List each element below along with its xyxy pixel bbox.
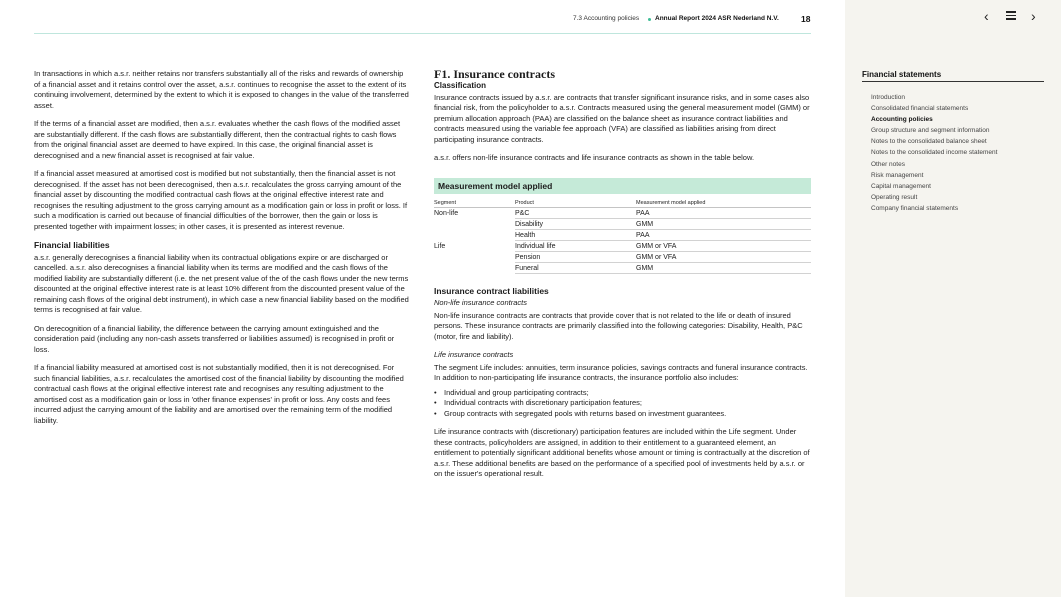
cell-model: GMM or VFA — [636, 241, 811, 252]
page-header — [0, 0, 845, 34]
chevron-left-icon[interactable]: ‹ — [984, 8, 989, 24]
cell-product: Disability — [515, 219, 636, 230]
cell-model: GMM or VFA — [636, 252, 811, 263]
report-title: Annual Report 2024 ASR Nederland N.V. — [655, 15, 779, 22]
sidebar-item-accounting-policies[interactable]: Accounting policies — [871, 116, 933, 124]
menu-icon[interactable] — [1006, 11, 1016, 19]
cell-product: Health — [515, 230, 636, 241]
column-header-segment: Segment — [434, 199, 457, 206]
column-header-product: Product — [515, 199, 534, 206]
paragraph-life: The segment Life includes: annuities, term insurance policies, savings contracts and funeral insurance contracts. In addition to non-participating life insurance contracts, the insurance portfolio also includes: — [434, 362, 808, 382]
paragraph-derecognise-liability: a.s.r. generally derecognises a financial liability when its contractual obligations expire or are discharged or cancelled. a.s.r. also derecognises a financial liability when its terms are modified and the cash flows of the modified liability are substantially different (i.e. the net present value of the of the cash flows under the new terms discounted at the original effective interest rate is at least 10% different from the discounted present value of the remaining cash flows of the original debt instrument), in which case a new financial liability based on the modified terms is recognised at fair value. — [34, 252, 409, 314]
paragraph-amortised-cost-liability: If a financial liability measured at amortised cost is not substantially modified, then it is not derecognised. For such financial liabilities, a.s.r. recalculates the amortised cost of the financial liability by discounting the modified contractual cash flows at the original effective interest rate and recognises any resulting adjustment to the amortised cost as a modification gain or loss in 'other finance expenses' in profit or loss. Any costs and fees incurred adjust the carrying amount of the liability and are amortised over the remaining term of the modified liability. — [34, 363, 404, 425]
paragraph-offers: a.s.r. offers non-life insurance contracts and life insurance contracts as shown in the table below. — [434, 153, 755, 162]
cell-product: P&C — [515, 208, 636, 219]
heading-insurance-contract-liabilities: Insurance contract liabilities — [434, 285, 549, 296]
sidebar-item-other-notes[interactable]: Other notes — [871, 160, 905, 168]
cell-segment — [434, 263, 515, 274]
cell-model: PAA — [636, 230, 811, 241]
table-header-row — [434, 198, 811, 208]
cell-product: Funeral — [515, 263, 636, 274]
table-row — [434, 208, 811, 219]
cell-model: GMM — [636, 263, 811, 274]
cell-product: Pension — [515, 252, 636, 263]
paragraph-participation-features: Life insurance contracts with (discretionary) participation features are included within the Life segment. Under these contracts, policyholders are assigned, in addition to their entitlement to a guaranteed element, an entitlement to potentially significant additional benefits whose amount or timing is contractually at the discretion of a.s.r. These additional benefits are based on the performance of a specified pool of investments held by a.s.r. or on the issuer's operational result. — [434, 427, 810, 478]
sidebar-item-consolidated-financial-statements[interactable]: Consolidated financial statements — [871, 105, 969, 113]
measurement-model-table — [434, 178, 811, 274]
list-item: • Individual contracts with discretionary participation features; — [434, 398, 812, 409]
table-row — [434, 241, 811, 252]
page-number: 18 — [801, 14, 811, 24]
cell-model: GMM — [636, 219, 811, 230]
sidebar-item-introduction[interactable]: Introduction — [871, 94, 905, 101]
sidebar-item-risk-management[interactable]: Risk management — [871, 171, 924, 179]
paragraph-amortised-cost-asset: If a financial asset measured at amortised cost is modified but not substantially, then the financial asset is not derecognised. If the asset has not been derecognised, then a.s.r. recalculates the gross carrying amount of the financial asset by discounting the modified contractual cash flows at the original effective interest rate and recognises the resulting adjustment to the gross carrying amount as a modification gain or loss in profit or loss. If such a modification is carried out because of financial difficulties of the borrower, then the gain or loss is presented together with impairment losses; in other cases, it is presented as interest revenue. — [34, 169, 408, 231]
paragraph-non-life: Non-life insurance contracts are contracts that provide cover that is not related to the life or death of insured persons. These insurance contracts are primarily classified into the following categories: Disability, Health, P&C (motor, fire and liability). — [434, 310, 803, 341]
heading-non-life-contracts: Non-life insurance contracts — [434, 298, 527, 307]
breadcrumb-section[interactable]: 7.3 Accounting policies — [573, 15, 640, 22]
sidebar-item-notes-income-statement[interactable]: Notes to the consolidated income statement — [871, 149, 998, 157]
paragraph-modified-asset: If the terms of a financial asset are modified, then a.s.r. evaluates whether the cash flows of the modified asset are substantially different. If the cash flows are substantially different, then the contractual rights to cash flows from the original financial asset are deemed to have expired. In this case, the original financial asset is derecognised and a new financial asset is recognised at fair value. — [34, 119, 401, 160]
paragraph-transfer-risks: In transactions in which a.s.r. neither retains nor transfers substantially all of the risks and rewards of ownership of a financial asset and it retains control over the asset, a.s.r. continues to recognise the asset to the extent of its continuing involvement, determined by the extent to which it is exposed to changes in the value of the transferred asset. — [34, 69, 409, 110]
sidebar-item-company-financial-statements[interactable]: Company financial statements — [871, 204, 959, 212]
header-divider — [34, 33, 811, 34]
left-column — [34, 69, 411, 434]
sidebar-title[interactable]: Financial statements — [862, 70, 942, 79]
cell-segment: Non-life — [434, 209, 459, 217]
paragraph-classification: Insurance contracts issued by a.s.r. are contracts that transfer significant insurance risks, and in some cases also financial risk, from the policyholder to a.s.r. Contracts measured using the general measurement model (GMM) or premium allocation approach (PAA) are classified on the balance sheet as insurance contract liabilities and contracts measured using the variable fee approach (VFA) are classified as liabilities arising from direct participating insurance contracts. — [434, 92, 810, 144]
sidebar-divider — [862, 81, 1044, 82]
sidebar-nav — [871, 92, 1051, 214]
heading-classification: Classification — [434, 81, 487, 90]
cell-product: Individual life — [515, 241, 636, 252]
sidebar — [845, 0, 1061, 597]
table-title: Measurement model applied — [434, 178, 811, 194]
chevron-right-icon[interactable]: › — [1031, 8, 1036, 24]
heading-life-contracts: Life insurance contracts — [434, 350, 514, 359]
sidebar-item-notes-balance-sheet[interactable]: Notes to the consolidated balance sheet — [871, 138, 987, 146]
breadcrumb-separator-dot — [648, 18, 651, 21]
cell-segment — [434, 219, 515, 230]
sidebar-item-operating-result[interactable]: Operating result — [871, 193, 918, 201]
right-column — [434, 67, 812, 488]
cell-segment: Life — [434, 242, 446, 250]
cell-segment — [434, 252, 515, 263]
cell-segment — [434, 230, 515, 241]
list-item: • Group contracts with segregated pools with returns based on investment guarantees. — [434, 409, 812, 420]
table-row — [434, 252, 811, 263]
sidebar-item-capital-management[interactable]: Capital management — [871, 182, 931, 190]
table-row — [434, 263, 811, 274]
section-title: F1. Insurance contracts — [434, 67, 555, 81]
heading-financial-liabilities: Financial liabilities — [34, 240, 110, 250]
column-header-model: Measurement model applied — [636, 199, 706, 206]
cell-model: PAA — [636, 208, 811, 219]
table-row — [434, 230, 811, 241]
bullet-list — [434, 388, 812, 420]
table-row — [434, 219, 811, 230]
list-item: • Individual and group participating contracts; — [434, 388, 812, 399]
sidebar-item-group-structure[interactable]: Group structure and segment information — [871, 127, 990, 135]
paragraph-derecognition-difference: On derecognition of a financial liability, the difference between the carrying amount extinguished and the consideration paid (including any non-cash assets transferred or liabilities assumed) is recognised in profit or loss. — [34, 323, 395, 354]
